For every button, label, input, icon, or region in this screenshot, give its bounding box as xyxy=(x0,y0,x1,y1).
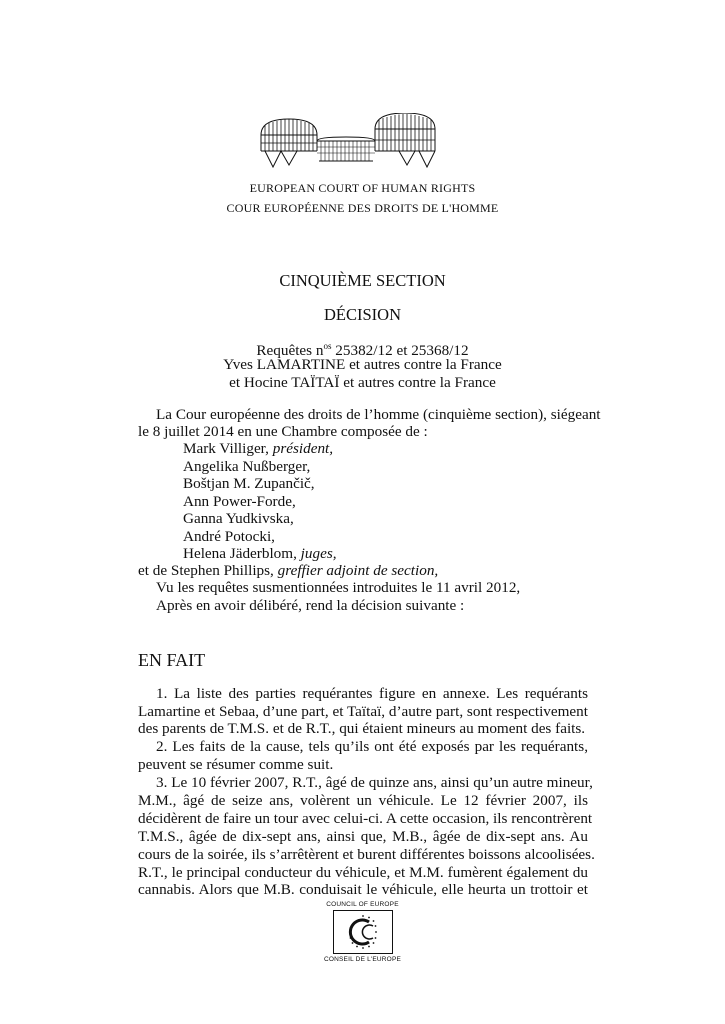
case-party-1: Yves LAMARTINE et autres contre la France xyxy=(223,356,502,373)
requetes-sup: os xyxy=(323,341,332,351)
fact-line: 3. Le 10 février 2007, R.T., âgé de quinze ans, ainsi qu’un autre mineur, xyxy=(156,774,593,791)
fact-line: peuvent se résumer comme suit. xyxy=(138,756,334,773)
court-name-fr: COUR EUROPÉENNE DES DROITS DE L'HOMME xyxy=(226,201,499,215)
requetes-prefix: Requêtes n xyxy=(256,342,324,360)
en-fait-heading: EN FAIT xyxy=(138,650,206,670)
fact-line: 1. La liste des parties requérantes figure en annexe. Les requérants xyxy=(156,685,588,702)
document-type: DÉCISION xyxy=(324,305,401,324)
fact-line: R.T., le principal conducteur du véhicule, et M.M. fumèrent également du xyxy=(138,864,588,881)
requetes-numbers: 25382/12 et 25368/12 xyxy=(331,342,469,360)
judge-1: Mark Villiger, président, xyxy=(183,440,334,457)
fact-line: cours de la soirée, ils s’arrêtèrent et burent différentes boissons alcoolisées. xyxy=(138,846,595,863)
court-building-icon xyxy=(259,113,467,173)
registrar-line: et de Stephen Phillips, greffier adjoint de section, xyxy=(138,562,439,579)
intro-line-1: La Cour européenne des droits de l’homme (cinquième section), siégeant xyxy=(156,406,601,423)
council-of-europe-logo-icon xyxy=(333,910,393,954)
court-name-en: EUROPEAN COURT OF HUMAN RIGHTS xyxy=(249,181,476,195)
judge-6: André Potocki, xyxy=(183,528,275,545)
fact-line: M.M., âgé de seize ans, volèrent un véhicule. Le 12 février 2007, ils xyxy=(138,792,588,809)
closing-line-1: Vu les requêtes susmentionnées introduites le 11 avril 2012, xyxy=(156,579,521,596)
coe-caption-top: COUNCIL OF EUROPE xyxy=(326,901,399,908)
judge-3: Boštjan M. Zupančič, xyxy=(183,475,315,492)
judge-5: Ganna Yudkivska, xyxy=(183,510,294,527)
coe-caption-bottom: CONSEIL DE L'EUROPE xyxy=(323,956,402,963)
judge-2: Angelika Nußberger, xyxy=(183,458,311,475)
intro-line-2: le 8 juillet 2014 en une Chambre composée de : xyxy=(138,423,428,440)
judge-4: Ann Power-Forde, xyxy=(183,493,296,510)
section-title: CINQUIÈME SECTION xyxy=(279,271,446,290)
closing-line-2: Après en avoir délibéré, rend la décision suivante : xyxy=(156,597,465,614)
fact-line: des parents de T.M.S. et de R.T., qui étaient mineurs au moment des faits. xyxy=(138,720,586,737)
fact-line: cannabis. Alors que M.B. conduisait le véhicule, elle heurta un trottoir et xyxy=(138,881,588,898)
fact-line: Lamartine et Sebaa, d’une part, et Taïtaï, d’autre part, sont respectivement xyxy=(138,703,588,720)
fact-line: T.M.S., âgée de dix-sept ans, ainsi que, M.B., âgée de dix-sept ans. Au xyxy=(138,828,588,845)
fact-line: décidèrent de faire un tour avec celui-ci. A cette occasion, ils rencontrèrent xyxy=(138,810,593,827)
fact-line: 2. Les faits de la cause, tels qu’ils ont été exposés par les requérants, xyxy=(156,738,588,755)
case-party-2: et Hocine TAÏTAÏ et autres contre la France xyxy=(229,374,496,391)
judge-7: Helena Jäderblom, juges, xyxy=(183,545,337,562)
